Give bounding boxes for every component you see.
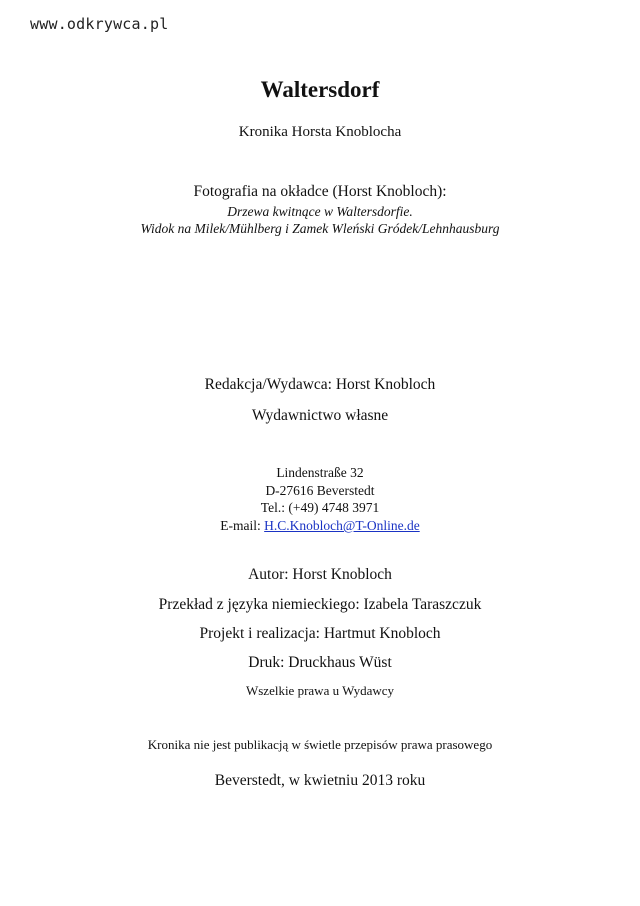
publishing-house: Wydawnictwo własne [251,407,389,424]
credit-design: Projekt i realizacja: Hartmut Knobloch [199,625,441,642]
rights-notice: Wszelkie prawa u Wydawcy [245,683,395,698]
document-title: Waltersdorf [260,77,380,102]
address-city: D-27616 Beverstedt [265,483,375,498]
address-email-line [0,518,640,534]
cover-photo-caption-line-1: Drzewa kwitnące w Waltersdorfie. [227,204,413,219]
credit-print: Druk: Druckhaus Wüst [248,654,392,671]
email-label: E-mail: [220,518,265,533]
cover-photo-heading: Fotografia na okładce (Horst Knobloch): [193,183,447,200]
watermark-text: www.odkrywca.pl [30,15,169,33]
press-law-notice: Kronika nie jest publikacją w świetle przepisów prawa prasowego [147,737,493,752]
place-and-date: Beverstedt, w kwietniu 2013 roku [214,772,426,789]
cover-photo-caption-line-2: Widok na Milek/Mühlberg i Zamek Wleński Gródek/Lehnhausburg [140,221,500,236]
editor-publisher: Redakcja/Wydawca: Horst Knobloch [204,376,436,393]
address-phone: Tel.: (+49) 4748 3971 [260,500,380,515]
address-street: Lindenstraße 32 [276,465,364,480]
credit-author: Autor: Horst Knobloch [248,566,392,583]
email-link[interactable]: H.C.Knobloch@T-Online.de [264,518,420,533]
credit-translation: Przekład z języka niemieckiego: Izabela Taraszczuk [158,596,482,613]
document-subtitle: Kronika Horsta Knoblocha [238,124,402,140]
